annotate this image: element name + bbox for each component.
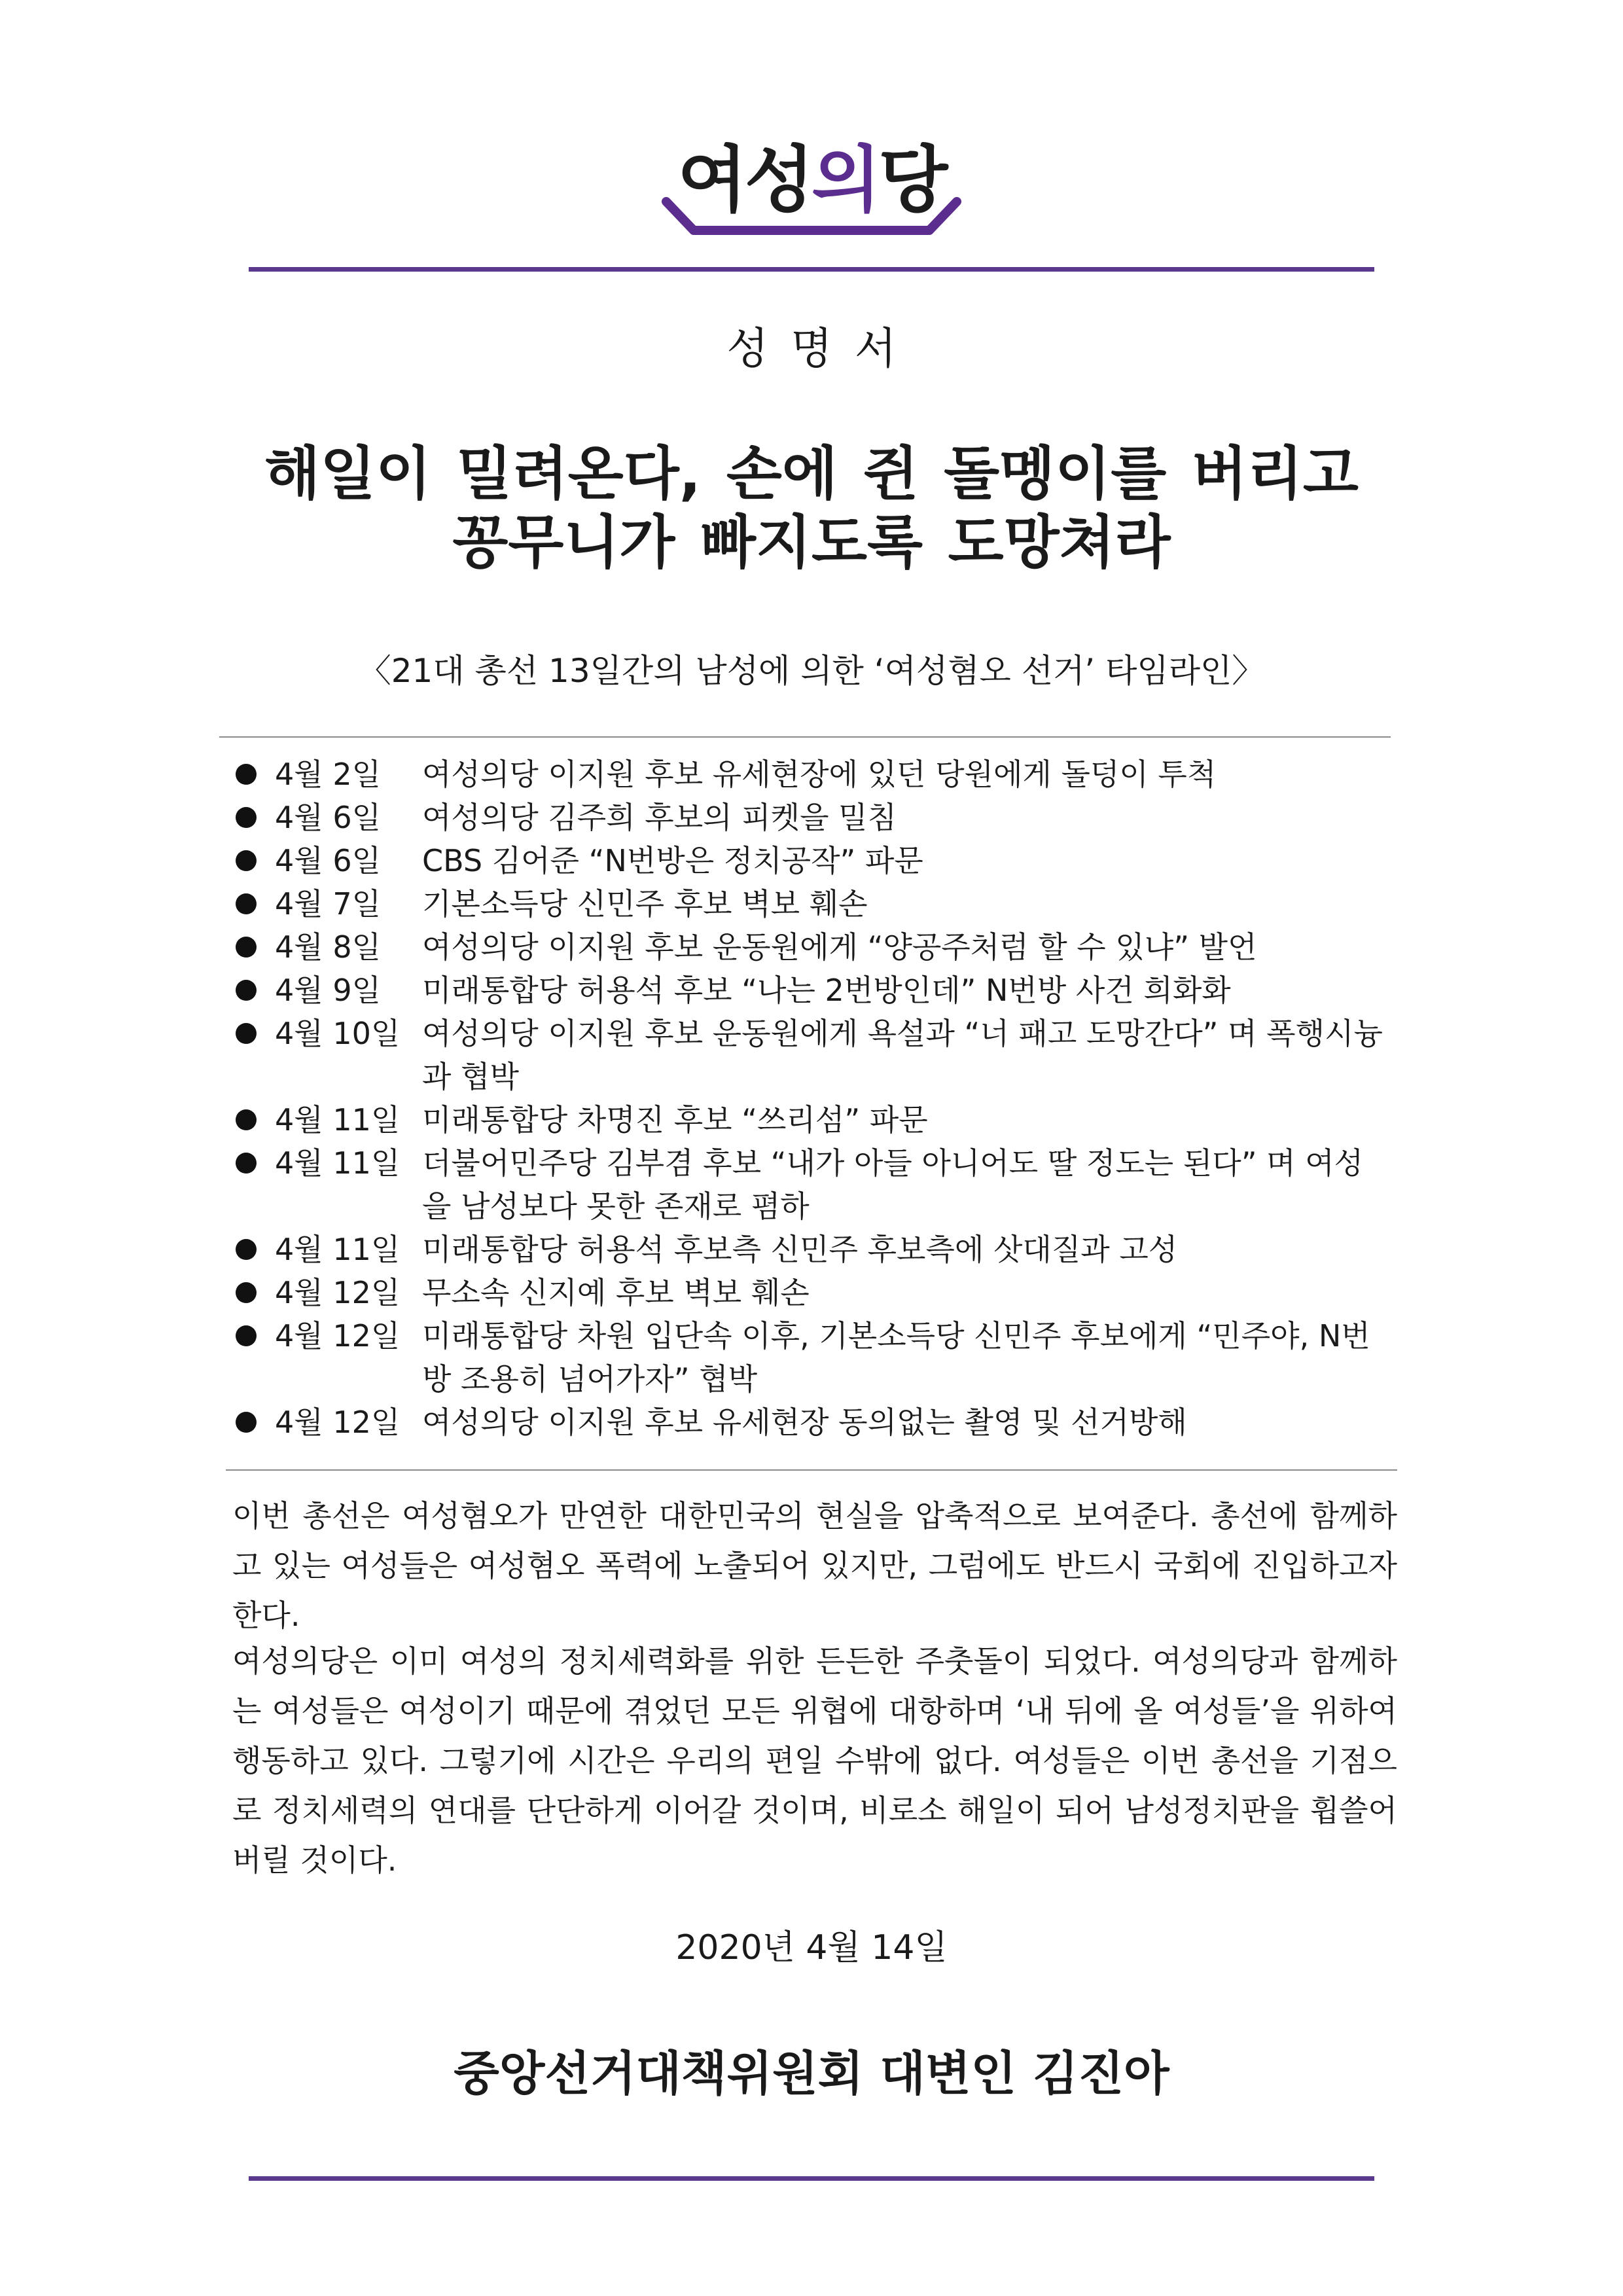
timeline-date: 4월 6일	[275, 800, 382, 835]
timeline-date: 4월 7일	[275, 886, 382, 922]
timeline-item	[236, 882, 1387, 925]
top-divider	[249, 267, 1374, 272]
timeline-date: 4월 12일	[275, 1275, 401, 1310]
timeline-event: 미래통합당 차원 입단속 이후, 기본소득당 신민주 후보에게 “민주야, N번방 조용히 넘어가자” 협박	[422, 1318, 1370, 1397]
bullet-icon	[236, 1239, 257, 1260]
party-logo-wordmark: 여성의당	[677, 138, 946, 222]
timeline-event: 여성의당 이지원 후보 유세현장에 있던 당원에게 돌덩이 투척	[422, 757, 1217, 792]
timeline-event: 미래통합당 허용석 후보 “나는 2번방인데” N번방 사건 희화화	[422, 973, 1231, 1008]
timeline-bottom-divider	[226, 1469, 1397, 1471]
timeline-item	[236, 753, 1387, 796]
timeline-top-divider	[219, 736, 1391, 738]
bullet-icon	[236, 893, 257, 914]
bullet-icon	[236, 1023, 257, 1044]
body-paragraph-1: 이번 총선은 여성혐오가 만연한 대한민국의 현실을 압축적으로 보여준다. 총선에 함께하고 있는 여성들은 여성혐오 폭력에 노출되어 있지만, 그럼에도 반드시 국회에 진입하고자 한다.	[232, 1498, 1397, 1633]
bullet-icon	[236, 937, 257, 958]
timeline-date: 4월 12일	[275, 1405, 401, 1440]
timeline-event: 기본소득당 신민주 후보 벽보 훼손	[422, 886, 868, 922]
timeline-item	[236, 1141, 1387, 1228]
timeline-item	[236, 796, 1387, 839]
timeline-item	[236, 1314, 1387, 1401]
timeline-subtitle: 〈21대 총선 13일간의 남성에 의한 ‘여성혐오 선거’ 타임라인〉	[358, 652, 1265, 690]
timeline-date: 4월 11일	[275, 1102, 401, 1138]
timeline-item	[236, 1228, 1387, 1271]
timeline-date: 4월 10일	[275, 1016, 401, 1051]
logo-underline-chevron-icon	[661, 196, 962, 242]
statement-date: 2020년 4월 14일	[675, 1928, 948, 1967]
timeline-date: 4월 9일	[275, 973, 382, 1008]
bullet-icon	[236, 1325, 257, 1346]
headline-line-1: 해일이 밀려온다, 손에 쥔 돌멩이를 버리고	[264, 440, 1359, 507]
timeline-list	[236, 753, 1387, 1444]
bullet-icon	[236, 1153, 257, 1174]
document-type-label: 성명서	[726, 323, 919, 374]
timeline-date: 4월 12일	[275, 1318, 401, 1354]
timeline-date: 4월 6일	[275, 843, 382, 878]
timeline-event: 여성의당 이지원 후보 운동원에게 욕설과 “너 패고 도망간다” 며 폭행시늉과 협박	[422, 1016, 1383, 1094]
bullet-icon	[236, 1412, 257, 1433]
timeline-item	[236, 969, 1387, 1012]
timeline-date: 4월 2일	[275, 757, 382, 792]
timeline-item	[236, 1401, 1387, 1444]
signature-line: 중앙선거대책위원회 대변인 김진아	[454, 2046, 1169, 2101]
timeline-item	[236, 1012, 1387, 1098]
bullet-icon	[236, 1282, 257, 1303]
bullet-icon	[236, 1109, 257, 1130]
bullet-icon	[236, 807, 257, 828]
timeline-event: CBS 김어준 “N번방은 정치공작” 파문	[422, 843, 923, 878]
timeline-event: 여성의당 이지원 후보 유세현장 동의없는 촬영 및 선거방해	[422, 1405, 1187, 1440]
timeline-date: 4월 11일	[275, 1232, 401, 1267]
timeline-item	[236, 839, 1387, 882]
timeline-item	[236, 1271, 1387, 1314]
timeline-item	[236, 1098, 1387, 1141]
timeline-item	[236, 925, 1387, 969]
timeline-event: 미래통합당 차명진 후보 “쓰리섬” 파문	[422, 1102, 928, 1138]
timeline-date: 4월 8일	[275, 929, 382, 965]
bullet-icon	[236, 980, 257, 1001]
bullet-icon	[236, 764, 257, 785]
timeline-event: 무소속 신지예 후보 벽보 훼손	[422, 1275, 810, 1310]
timeline-event: 미래통합당 허용석 후보측 신민주 후보측에 삿대질과 고성	[422, 1232, 1178, 1267]
timeline-event: 여성의당 김주희 후보의 피켓을 밀침	[422, 800, 897, 835]
bottom-divider	[249, 2176, 1374, 2181]
body-paragraph-2: 여성의당은 이미 여성의 정치세력화를 위한 든든한 주춧돌이 되었다. 여성의당과 함께하는 여성들은 여성이기 때문에 겪었던 모든 위협에 대항하며 ‘내 뒤에 올 여성들’을 위하여 행동하고 있다. 그렇기에 시간은 우리의 편일 수밖에 없다. 여성들은 이번 총선을 기점으로 정치세력의 연대를 단단하게 이어갈 것이며, 비로소 해일이 되어 남성정치판을 휩쓸어버릴 것이다.	[232, 1643, 1397, 1878]
timeline-date: 4월 11일	[275, 1145, 401, 1181]
party-logo	[0, 131, 1623, 262]
timeline-event: 여성의당 이지원 후보 운동원에게 “양공주처럼 할 수 있냐” 발언	[422, 929, 1257, 965]
bullet-icon	[236, 850, 257, 871]
timeline-event: 더불어민주당 김부겸 후보 “내가 아들 아니어도 딸 정도는 된다” 며 여성을 남성보다 못한 존재로 폄하	[422, 1145, 1364, 1224]
headline-line-2: 꽁무니가 빠지도록 도망쳐라	[452, 509, 1171, 576]
